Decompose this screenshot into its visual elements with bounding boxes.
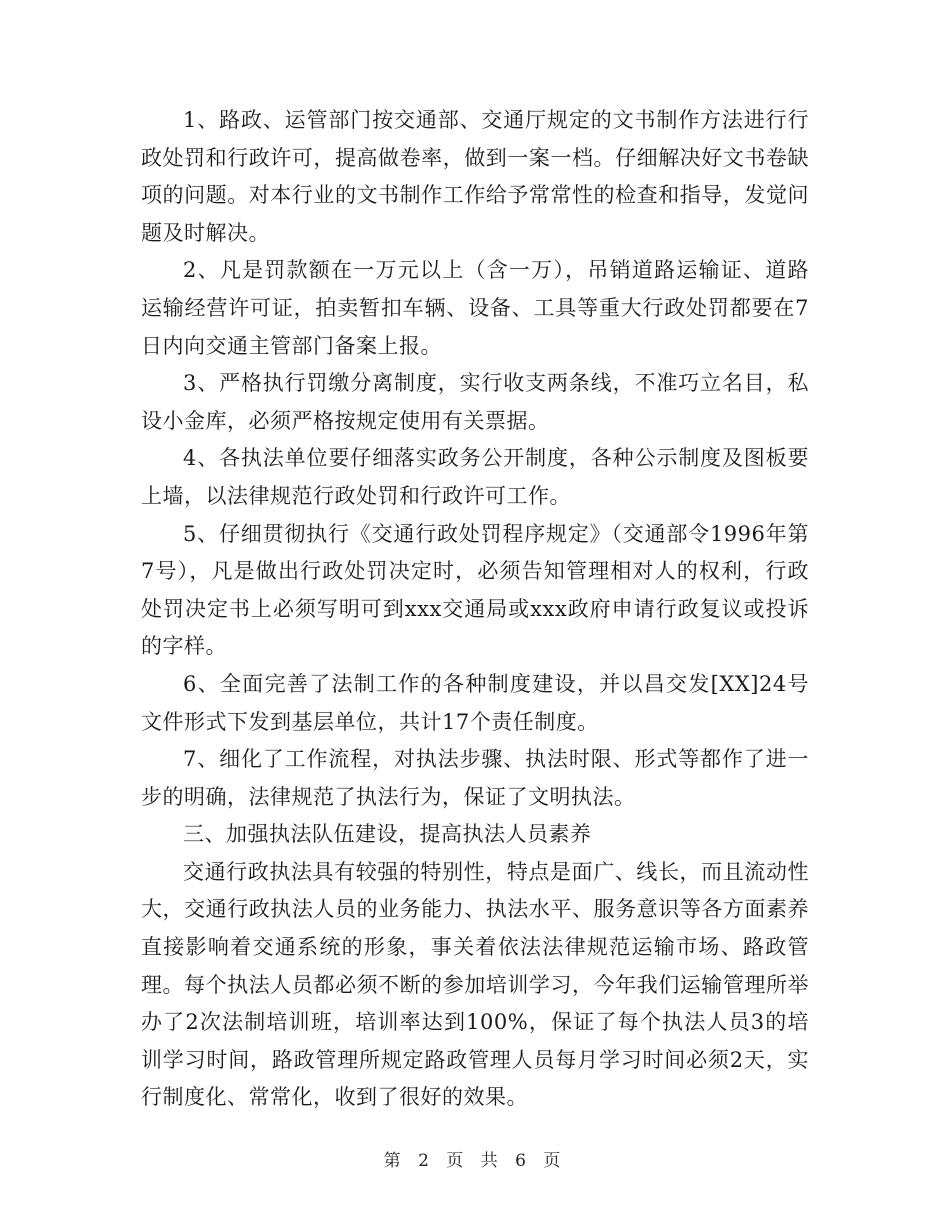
paragraph-item-2: 2、凡是罚款额在一万元以上（含一万），吊销道路运输证、道路运输经营许可证，拍卖暂扣车辆、设备、工具等重大行政处罚都要在7日内向交通主管部门备案上报。 [141, 258, 809, 358]
paragraph-item-7: 7、细化了工作流程，对执法步骤、执法时限、形式等都作了进一步的明确，法律规范了执法行为，保证了文明执法。 [141, 747, 809, 809]
section-heading: 三、加强执法队伍建设，提高执法人员素养 [183, 822, 592, 847]
paragraph-item-3: 3、严格执行罚缴分离制度，实行收支两条线，不准巧立名目，私设小金库，必须严格按规定使用有关票据。 [141, 371, 809, 433]
paragraph-body-training: 交通行政执法具有较强的特别性，特点是面广、线长，而且流动性大，交通行政执法人员的业务能力、执法水平、服务意识等各方面素养直接影响着交通系统的形象，事关着依法法律规范运输市场、路政管理。每个执法人员都必须不断的参加培训学习，今年我们运输管理所举办了2次法制培训班，培训率达到100%，保证了每个执法人员3的培训学习时间，路政管理所规定路政管理人员每月学习时间必须2天，实行制度化、常常化，收到了很好的效果。 [141, 859, 809, 1110]
document-body [141, 102, 809, 1117]
paragraph-item-6: 6、全面完善了法制工作的各种制度建设，并以昌交发[XX]24号文件形式下发到基层单位，共计17个责任制度。 [141, 671, 809, 734]
paragraph-item-4: 4、各执法单位要仔细落实政务公开制度，各种公示制度及图板要上墙，以法律规范行政处罚和行政许可工作。 [141, 446, 809, 508]
paragraph-item-1: 1、路政、运管部门按交通部、交通厅规定的文书制作方法进行行政处罚和行政许可，提高做卷率，做到一案一档。仔细解决好文书卷缺项的问题。对本行业的文书制作工作给予常常性的检查和指导，发觉问题及时解决。 [141, 108, 809, 245]
paragraph-item-5: 5、仔细贯彻执行《交通行政处罚程序规定》（交通部令1996年第7号），凡是做出行政处罚决定时，必须告知管理相对人的权利，行政处罚决定书上必须写明可到xxx交通局或xxx政府申请行政复议或投诉的字样。 [141, 521, 809, 659]
page-number-footer: 第 2 页 共 6 页 [383, 1151, 567, 1171]
